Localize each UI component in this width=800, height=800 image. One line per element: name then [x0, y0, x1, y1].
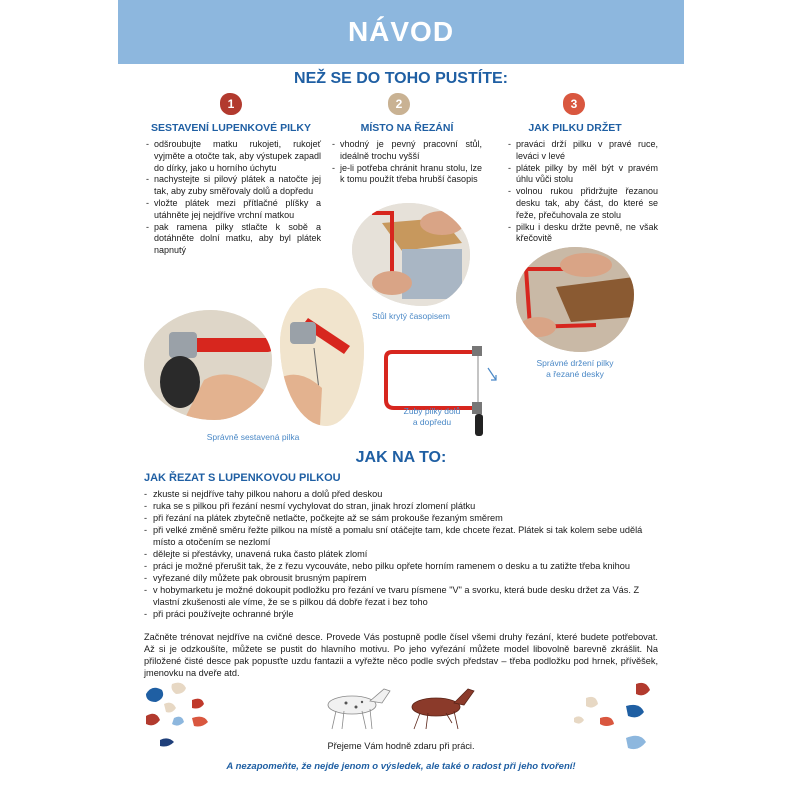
brown-horse	[412, 689, 474, 729]
list-item: - vložte plátek mezi přítlačné plíšky a utáhněte jej nejdříve vrchní matkou	[146, 198, 321, 222]
list-item: - dělejte si přestávky, unavená ruka často plátek zlomí	[144, 548, 658, 560]
column-3-list	[508, 139, 658, 245]
caption-assembled-saw: Správně sestavená pilka	[206, 432, 300, 442]
list-item: - při velké změně směru řežte pilkou na místě a pomalu sní otáčejte tam, kde chcete řezat. Plátek si tak kolem sebe udělá místo a otočením se nezlomí	[144, 524, 658, 548]
white-horse	[328, 689, 390, 729]
holding-saw-photo	[516, 247, 634, 352]
list-item: - nachystejte si pilový plátek a natočte jej tak, aby zuby směřovaly dolů a dopředu	[146, 174, 321, 198]
list-item: - při řezání na plátek zbytečně netlačte, počkejte až se sám prokouše řezaným směrem	[144, 512, 658, 524]
column-1-title: SESTAVENÍ LUPENKOVÉ PILKY	[150, 122, 312, 134]
column-2-title: MÍSTO NA ŘEZÁNÍ	[360, 122, 454, 134]
howto-paragraph: Začněte trénovat nejdříve na cvičné desce. Provede Vás postupně podle čísel všemi druhy řezání, které budete potřebovat. Až si je odzkoušíte, můžete se pustit do hlavního motivu. Po jeho vyřezání můžete model libovolně barevně zkrášlit. Na přiložené čisté desce pak popusťte uzdu fantazii a vyřežte něco podle svých představ – třeba podložku pod hrnek, přívěšek, jmenovku na dveře atd.	[144, 632, 658, 678]
step-badge-3: 3	[563, 93, 585, 115]
list-item: - ruka se s pilkou při řezání nesmí vychylovat do stran, jinak hrozí zlomení plátku	[144, 500, 658, 512]
column-3-title: JAK PILKU DRŽET	[528, 122, 622, 134]
list-item: - vhodný je pevný pracovní stůl, ideálně trochu vyšší	[332, 139, 482, 163]
howto-list	[144, 488, 658, 620]
list-item: - volnou rukou přidržujte řezanou desku tak, aby část, do které se řeže, přečuhovala ze stolu	[508, 186, 658, 221]
list-item: - práci je možné přerušit tak, že z řezu vycouváte, nebo pilku opřete horním ramenem o desku a tu zatižte třeba knihou	[144, 560, 658, 572]
caption-saw-teeth-line-2: a dopředu	[412, 417, 452, 427]
table-magazine-photo	[352, 203, 470, 306]
list-item: - pilku i desku držte pevně, ne však křečovitě	[508, 222, 658, 246]
holding-saw-illustration	[516, 247, 634, 352]
caption-holding-saw-line-1: Správné držení pilky	[536, 358, 614, 368]
footer-wish: Přejeme Vám hodně zdaru při práci.	[327, 741, 475, 751]
column-2-list	[332, 139, 482, 186]
list-item: - odšroubujte matku rukojeti, rukojeť vyjměte a otočte tak, aby výstupek zapadl do dírky, jako u horního úchytu	[146, 139, 321, 174]
list-item: - praváci drží pilku v pravé ruce, leváci v levé	[508, 139, 658, 163]
list-item: - pak ramena pilky stlačte k sobě a dotáhněte dolní matku, aby byl plátek napnutý	[146, 222, 321, 257]
intro-heading: NEŽ SE DO TOHO PUSTÍTE:	[294, 70, 508, 87]
list-item: - plátek pilky by měl být v pravém úhlu vůči stolu	[508, 163, 658, 187]
saw-clamp-illustration	[280, 288, 364, 426]
step-badge-1: 1	[220, 93, 242, 115]
list-item: - v hobymarketu je možné dokoupit podložku pro řezání ve tvaru písmene "V" a svorku, která bude desku držet za Vás. Z vlastní zkušenosti ale víme, že se s pilkou dá dobře řezat i bez toho	[144, 584, 658, 608]
column-1-list	[146, 139, 321, 257]
caption-holding-saw-line-2: a řezané desky	[546, 369, 604, 379]
saw-handle-illustration	[144, 310, 272, 420]
header-banner	[118, 0, 684, 64]
caption-table-magazine: Stůl krytý časopisem	[372, 311, 450, 321]
caption-saw-teeth	[382, 406, 482, 428]
table-magazine-illustration	[352, 203, 470, 306]
howto-subheading: JAK ŘEZAT S LUPENKOVOU PILKOU	[144, 472, 341, 484]
list-item: - je-li potřeba chránit hranu stolu, lze k tomu použít třeba hrubší časopis	[332, 163, 482, 187]
footer-slogan: A nezapomeňte, že nejde jenom o výsledek, ale také o radost při jeho tvoření!	[226, 761, 576, 772]
step-badge-2: 2	[388, 93, 410, 115]
instruction-page	[118, 0, 684, 800]
caption-holding-saw	[512, 358, 638, 380]
saw-handle-photo	[144, 310, 272, 420]
caption-saw-teeth-line-1: Zuby pilky dolů	[403, 406, 461, 416]
list-item: - při práci používejte ochranné brýle	[144, 608, 658, 620]
saw-clamp-photo	[280, 288, 364, 426]
list-item: - zkuste si nejdříve tahy pilkou nahoru a dolů před deskou	[144, 488, 658, 500]
howto-heading: JAK NA TO:	[355, 449, 447, 466]
page-title: NÁVOD	[347, 16, 455, 47]
list-item: - vyřezané díly můžete pak obrousit brusným papírem	[144, 572, 658, 584]
horses-illustration	[312, 683, 492, 733]
